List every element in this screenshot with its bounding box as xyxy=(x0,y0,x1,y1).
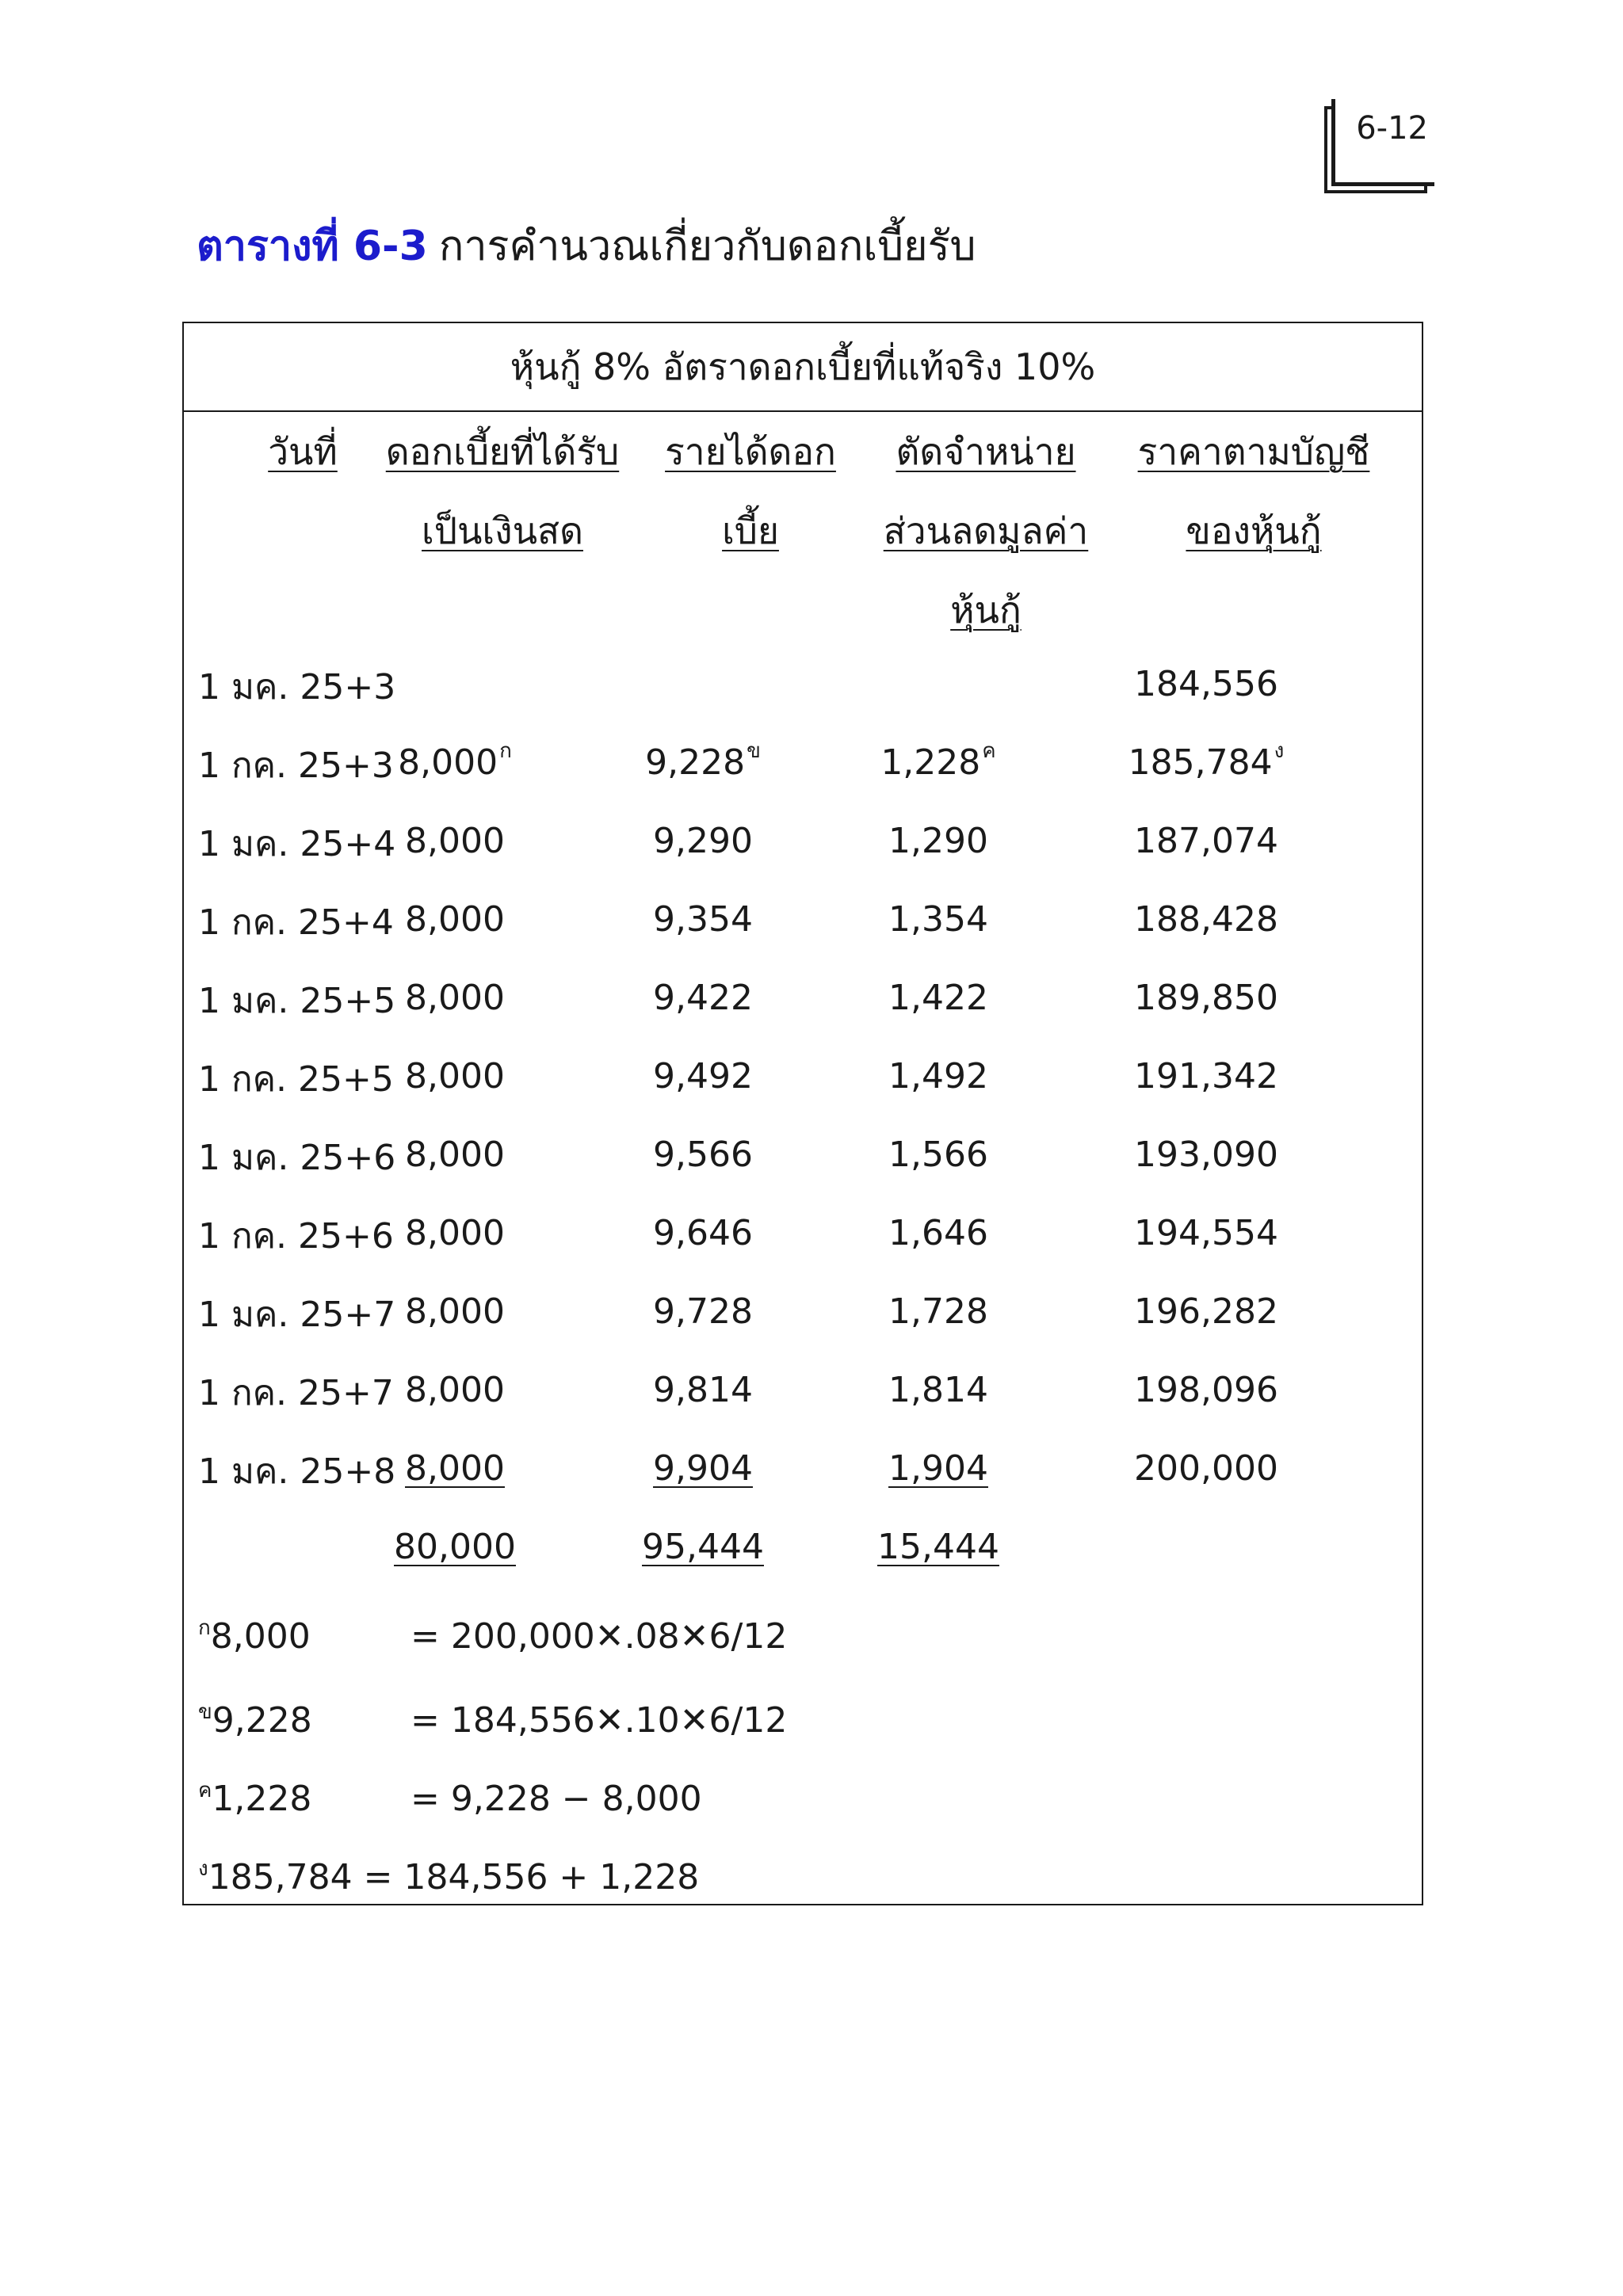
row-cash-cell xyxy=(336,1213,574,1253)
total-income xyxy=(584,1527,822,1567)
amortization-table xyxy=(182,322,1423,1905)
page-number-bracket xyxy=(1331,99,1434,186)
caption-label: ตารางที่ 6-3 xyxy=(197,223,428,270)
row-cash-cell xyxy=(336,1448,574,1489)
row-date: 1 มค. 25+3 xyxy=(198,667,396,707)
row-income-value: 9,492 xyxy=(653,1056,753,1097)
header-interest-income-line: รายได้ดอก xyxy=(665,430,836,473)
footnote-line xyxy=(198,1857,699,1897)
row-book-cell xyxy=(1087,821,1325,861)
row-book-value: 191,342 xyxy=(1134,1056,1278,1097)
row-cash-value: 8,000 xyxy=(405,1213,505,1253)
row-book-value: 185,784 xyxy=(1128,742,1273,783)
total-amort-value: 15,444 xyxy=(877,1527,999,1567)
row-amort-cell xyxy=(819,1135,1057,1175)
row-book-cell xyxy=(1087,739,1325,783)
footnote-formula: = 184,556✕.10✕6/12 xyxy=(411,1700,788,1741)
row-amort-value: 1,646 xyxy=(888,1213,988,1253)
row-amort-cell xyxy=(819,899,1057,940)
header-date-line: วันที่ xyxy=(268,430,338,473)
row-cash-value: 8,000 xyxy=(405,899,505,940)
row-cash-cell xyxy=(336,1370,574,1410)
row-cash-value: 8,000 xyxy=(405,1135,505,1175)
row-income-value: 9,814 xyxy=(653,1370,753,1410)
row-date: 1 มค. 25+6 xyxy=(198,1138,396,1178)
row-date: 1 มค. 25+7 xyxy=(198,1295,396,1335)
footnote-symbol: ก xyxy=(198,1616,211,1640)
row-cash-value: 8,000 xyxy=(405,1291,505,1332)
row-amort-value: 1,492 xyxy=(888,1056,988,1097)
header-book-value-line: ของหุ้นกู้ xyxy=(1186,509,1322,552)
row-income-value: 9,228 xyxy=(645,742,746,783)
caption-text: การคำนวณเกี่ยวกับดอกเบี้ยรับ xyxy=(438,223,976,270)
row-book-cell xyxy=(1087,1056,1325,1097)
row-book-value: 189,850 xyxy=(1134,978,1278,1018)
row-amort-cell xyxy=(819,739,1057,783)
row-cash-cell xyxy=(336,978,574,1018)
row-amort-cell xyxy=(819,1448,1057,1489)
row-income-cell xyxy=(584,1056,822,1097)
footnote-mark: ข xyxy=(747,739,761,763)
row-cash-value: 8,000 xyxy=(405,821,505,861)
row-income-value: 9,354 xyxy=(653,899,753,940)
header-interest-income xyxy=(632,412,869,570)
footnote-value: 8,000 xyxy=(210,1616,311,1657)
total-cash xyxy=(336,1527,574,1567)
row-book-value: 184,556 xyxy=(1134,664,1278,704)
row-income-cell xyxy=(584,899,822,940)
row-income-value: 9,904 xyxy=(653,1448,753,1489)
row-income-cell xyxy=(584,978,822,1018)
row-cash-cell xyxy=(336,899,574,940)
row-book-value: 188,428 xyxy=(1134,899,1278,940)
row-amort-value: 1,228 xyxy=(880,742,981,783)
row-book-cell xyxy=(1087,1135,1325,1175)
row-book-cell xyxy=(1087,899,1325,940)
footnote-symbol: ข xyxy=(198,1700,212,1724)
header-amortization-line: ส่วนลดมูลค่า xyxy=(883,509,1089,552)
footnote-symbol: ค xyxy=(198,1779,212,1802)
row-book-value: 187,074 xyxy=(1134,821,1278,861)
footnote-line xyxy=(198,1700,788,1741)
row-cash-value: 8,000 xyxy=(405,1448,505,1489)
row-income-value: 9,290 xyxy=(653,821,753,861)
row-book-cell xyxy=(1087,978,1325,1018)
row-income-cell xyxy=(584,821,822,861)
row-income-value: 9,422 xyxy=(653,978,753,1018)
header-amortization xyxy=(867,412,1105,650)
header-book-value xyxy=(1135,412,1373,570)
row-income-cell xyxy=(584,739,822,783)
row-date: 1 มค. 25+8 xyxy=(198,1451,396,1492)
footnote-line xyxy=(198,1779,702,1819)
row-amort-value: 1,904 xyxy=(888,1448,988,1489)
row-amort-value: 1,566 xyxy=(888,1135,988,1175)
row-amort-cell xyxy=(819,1291,1057,1332)
row-amort-cell xyxy=(819,1056,1057,1097)
row-book-cell xyxy=(1087,664,1325,704)
footnote-mark: ง xyxy=(1274,739,1285,763)
row-cash-cell xyxy=(336,1056,574,1097)
row-income-cell xyxy=(584,1448,822,1489)
header-amortization-line: หุ้นกู้ xyxy=(950,589,1022,631)
row-amort-cell xyxy=(819,821,1057,861)
total-amort xyxy=(819,1527,1057,1567)
row-cash-value: 8,000 xyxy=(405,978,505,1018)
row-book-cell xyxy=(1087,1448,1325,1489)
footnote-value: 9,228 xyxy=(212,1700,312,1741)
row-cash-value: 8,000 xyxy=(405,1056,505,1097)
header-interest-income-line: เบี้ย xyxy=(722,509,779,552)
row-cash-cell xyxy=(336,1291,574,1332)
footnote-line xyxy=(198,1616,788,1657)
total-income-value: 95,444 xyxy=(642,1527,764,1567)
row-book-value: 200,000 xyxy=(1134,1448,1278,1489)
row-book-value: 196,282 xyxy=(1134,1291,1278,1332)
row-date: 1 กค. 25+3 xyxy=(198,746,394,786)
footnote-value: 1,228 xyxy=(212,1779,312,1819)
row-date: 1 กค. 25+4 xyxy=(198,902,394,943)
header-date xyxy=(231,412,374,491)
header-amortization-line: ตัดจำหน่าย xyxy=(896,430,1076,473)
row-amort-value: 1,814 xyxy=(888,1370,988,1410)
header-book-value-line: ราคาตามบัญชี xyxy=(1137,430,1370,473)
table-title: หุ้นกู้ 8% อัตราดอกเบี้ยที่แท้จริง 10% xyxy=(184,323,1422,412)
row-date: 1 กค. 25+5 xyxy=(198,1059,394,1100)
row-amort-value: 1,422 xyxy=(888,978,988,1018)
page-number: 6-12 xyxy=(1356,110,1428,147)
total-cash-value: 80,000 xyxy=(394,1527,516,1567)
row-amort-value: 1,354 xyxy=(888,899,988,940)
header-cash-interest xyxy=(384,412,621,570)
row-cash-cell xyxy=(336,1135,574,1175)
row-book-cell xyxy=(1087,1291,1325,1332)
footnote-value: 185,784 = 184,556 + 1,228 xyxy=(208,1857,700,1897)
row-book-cell xyxy=(1087,1213,1325,1253)
row-amort-cell xyxy=(819,1370,1057,1410)
footnote-mark: ค xyxy=(982,739,996,763)
row-date: 1 มค. 25+5 xyxy=(198,981,396,1021)
footnote-formula: = 200,000✕.08✕6/12 xyxy=(411,1616,788,1657)
row-amort-value: 1,728 xyxy=(888,1291,988,1332)
row-amort-value: 1,290 xyxy=(888,821,988,861)
row-book-value: 198,096 xyxy=(1134,1370,1278,1410)
row-income-value: 9,566 xyxy=(653,1135,753,1175)
header-cash-interest-line: เป็นเงินสด xyxy=(422,509,583,552)
row-amort-cell xyxy=(819,978,1057,1018)
row-income-value: 9,728 xyxy=(653,1291,753,1332)
row-income-cell xyxy=(584,1291,822,1332)
row-cash-cell xyxy=(336,821,574,861)
row-cash-value: 8,000 xyxy=(405,1370,505,1410)
row-income-cell xyxy=(584,1213,822,1253)
row-book-value: 193,090 xyxy=(1134,1135,1278,1175)
row-income-cell xyxy=(584,1135,822,1175)
row-date: 1 มค. 25+4 xyxy=(198,824,396,864)
row-book-value: 194,554 xyxy=(1134,1213,1278,1253)
table-caption xyxy=(197,212,976,278)
row-cash-value: 8,000 xyxy=(398,742,498,783)
footnote-mark: ก xyxy=(499,739,512,763)
row-income-value: 9,646 xyxy=(653,1213,753,1253)
row-date: 1 กค. 25+6 xyxy=(198,1216,394,1257)
row-amort-cell xyxy=(819,1213,1057,1253)
header-cash-interest-line: ดอกเบี้ยที่ได้รับ xyxy=(385,430,620,473)
footnote-symbol: ง xyxy=(198,1857,208,1881)
row-book-cell xyxy=(1087,1370,1325,1410)
row-cash-cell xyxy=(336,739,574,783)
row-date: 1 กค. 25+7 xyxy=(198,1373,394,1413)
row-income-cell xyxy=(584,1370,822,1410)
footnote-formula: = 9,228 − 8,000 xyxy=(411,1779,702,1819)
